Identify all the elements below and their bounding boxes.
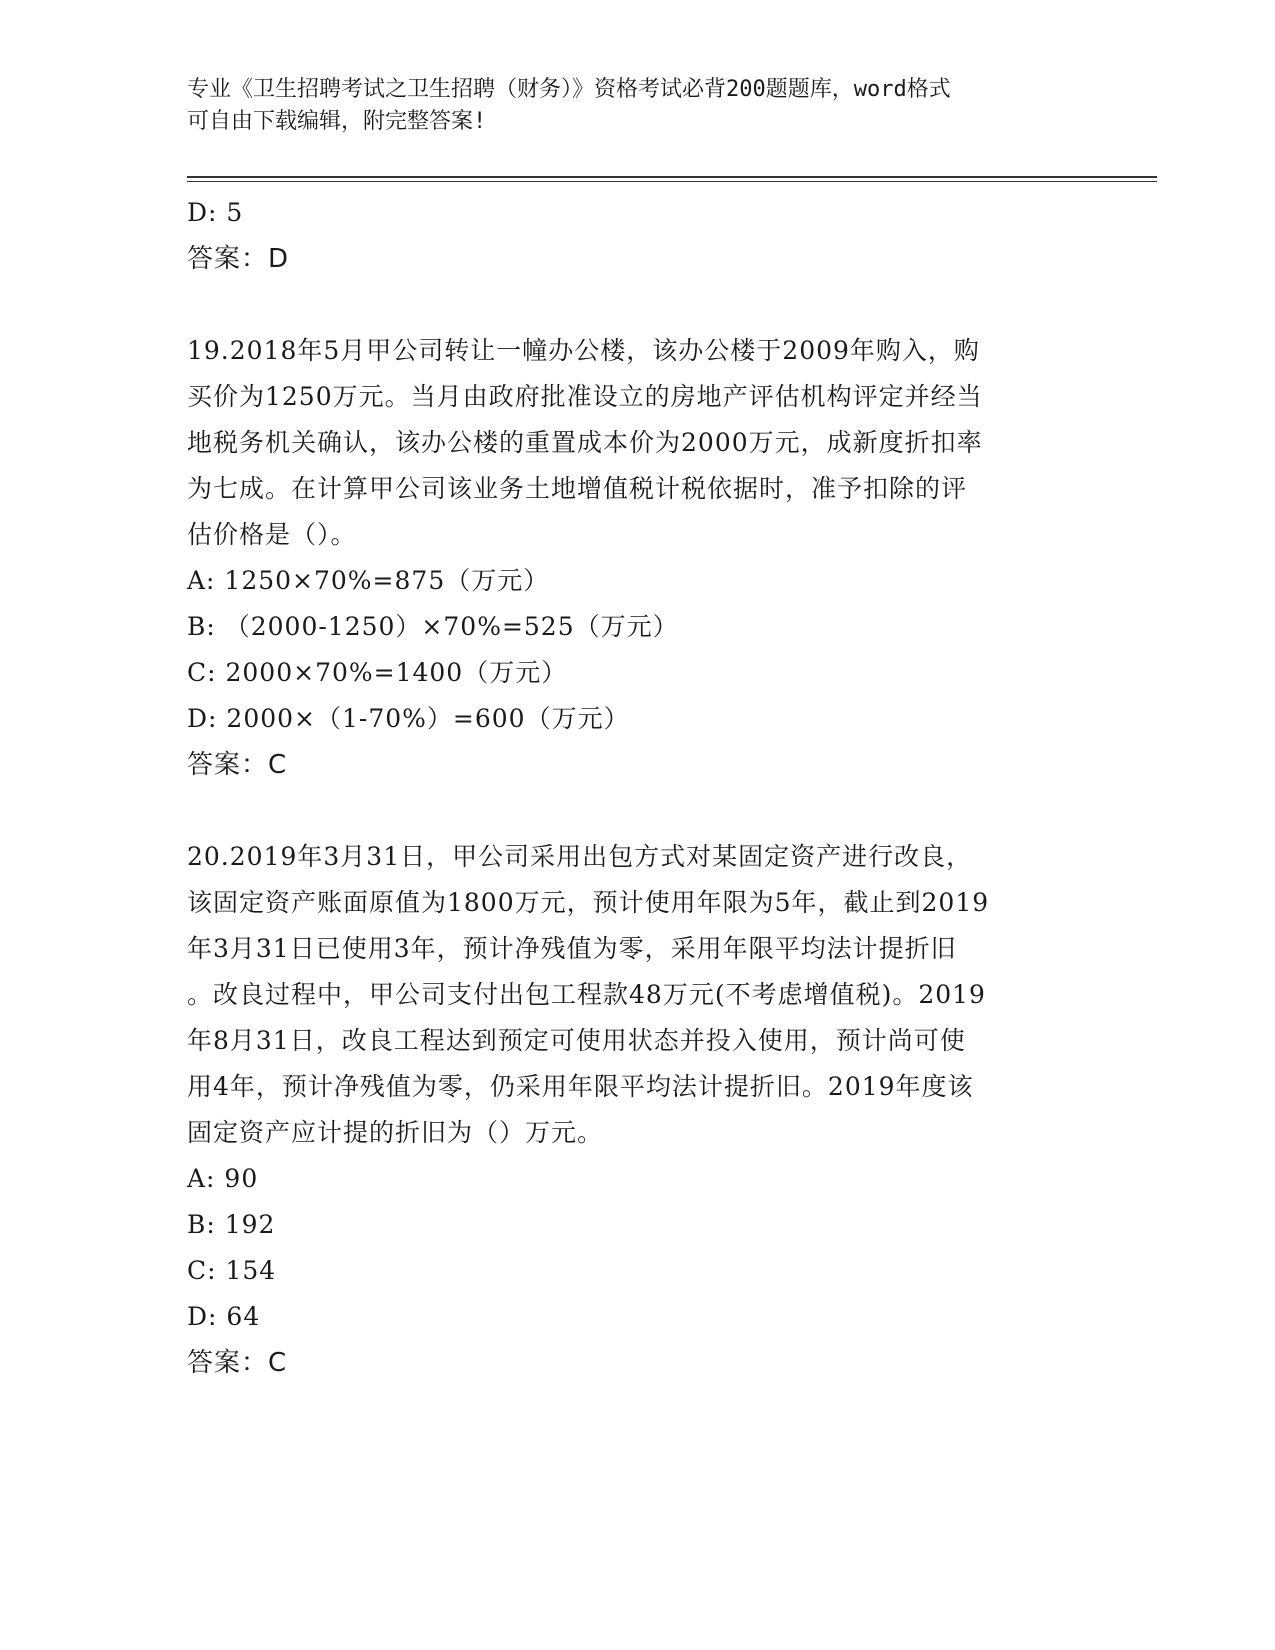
question-text-line: 买价为1250万元。当月由政府批准设立的房地产评估机构评定并经当	[187, 382, 983, 411]
answer-line: 答案：C	[187, 750, 288, 780]
header-divider-thin	[187, 181, 1157, 182]
previous-question-tail	[187, 190, 1087, 282]
option-d: D: 2000×（1-70%）=600（万元）	[187, 704, 630, 733]
option-c: C: 154	[187, 1256, 277, 1285]
header-title-line-2: 可自由下载编辑，附完整答案!	[187, 109, 487, 134]
option-a: A: 1250×70%=875（万元）	[187, 566, 550, 595]
question-text-line: 20.2019年3月31日，甲公司采用出包方式对某固定资产进行改良，	[187, 842, 973, 871]
option-b: B: 192	[187, 1210, 276, 1239]
answer-line: 答案：C	[187, 1348, 288, 1378]
question-text-line: 年8月31日，改良工程达到预定可使用状态并投入使用，预计尚可使	[187, 1026, 966, 1055]
question-text-line: 。改良过程中，甲公司支付出包工程款48万元(不考虑增值税)。2019	[187, 980, 986, 1009]
header-title-line-1: 专业《卫生招聘考试之卫生招聘（财务）》资格考试必背200题题库，word格式	[187, 77, 951, 102]
question-text-line: 19.2018年5月甲公司转让一幢办公楼，该办公楼于2009年购入，购	[187, 336, 980, 365]
spacer	[187, 282, 1087, 328]
question-text-line: 估价格是（）。	[187, 520, 357, 549]
question-text-line: 地税务机关确认，该办公楼的重置成本价为2000万元，成新度折扣率	[187, 428, 983, 457]
document-body	[187, 190, 1087, 1386]
option-b: B: （2000-1250）×70%=525（万元）	[187, 612, 679, 641]
option-d: D: 64	[187, 1302, 261, 1331]
question-text-line: 为七成。在计算甲公司该业务土地增值税计税依据时，准予扣除的评	[187, 474, 968, 503]
option-a: A: 90	[187, 1164, 259, 1193]
spacer	[187, 788, 1087, 834]
document-header	[187, 74, 1087, 138]
header-divider-thick	[187, 176, 1157, 178]
answer-line: 答案：D	[187, 244, 290, 274]
question-20	[187, 834, 1087, 1386]
option-d: D: 5	[187, 198, 244, 227]
option-c: C: 2000×70%=1400（万元）	[187, 658, 568, 687]
question-text-line: 年3月31日已使用3年，预计净残值为零，采用年限平均法计提折旧	[187, 934, 957, 963]
question-text-line: 该固定资产账面原值为1800万元，预计使用年限为5年，截止到2019	[187, 888, 990, 917]
question-text-line: 用4年，预计净残值为零，仍采用年限平均法计提折旧。2019年度该	[187, 1072, 974, 1101]
question-text-line: 固定资产应计提的折旧为（）万元。	[187, 1118, 604, 1147]
question-19	[187, 328, 1087, 788]
